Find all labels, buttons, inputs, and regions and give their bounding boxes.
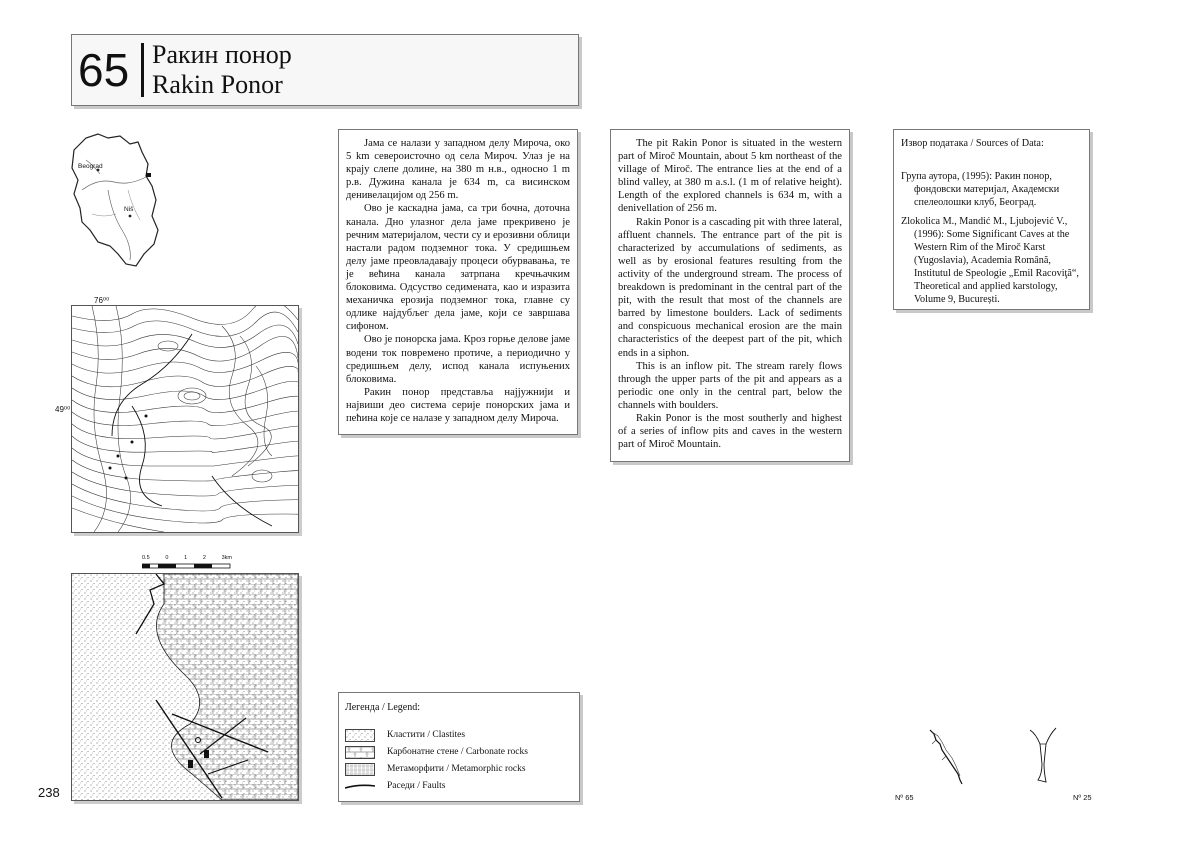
sources-box [893, 129, 1090, 310]
sources-heading: Извор података / Sources of Data: [901, 138, 1044, 149]
cave-number: 65 [78, 44, 130, 96]
source-reference: Група аутора, (1995): Ракин понор, фондовски материјал, Академски спелеолошки клуб, Београд. [901, 171, 1060, 208]
title-divider [141, 43, 144, 97]
scale-tick: 0.5 [142, 555, 150, 561]
paragraph: Ово је понорска јама. Кроз горње делове јаме водени ток повремено протиче, а периодично у средишњем делу, испод канала испуњених блоковима. [346, 334, 570, 385]
text-serbian [338, 129, 578, 435]
paragraph: The pit Rakin Ponor is situated in the western part of Miroč Mountain, about 5 km northeast of the village of Miroč. The entrance lies at the end of a blind valley, at 380 m a.s.l. (1 m of relative height). Length of the explored channels is 634 m, with a denivellation of 256 m. [618, 138, 842, 215]
scale-tick: 0 [165, 555, 169, 561]
scale-bar [142, 555, 232, 573]
legend-item-clastites [345, 728, 465, 742]
metamorphic-swatch [345, 763, 375, 776]
title-serbian: Ракин понор [152, 40, 292, 69]
legend-label: Кластити / Clastites [387, 730, 466, 740]
carbonate-swatch [345, 746, 375, 759]
legend-item-metamorphic [345, 762, 526, 776]
topo-lon-label: 76⁰⁰ [94, 296, 110, 305]
legend-label: Раседи / Faults [387, 781, 446, 791]
legend-label: Карбонатне стене / Carbonate rocks [387, 747, 528, 757]
source-reference: Zlokolica M., Mandić M., Ljubojević V., (1996): Some Significant Caves at the Western Rim of the Miroč Karst (Yugoslavia), Academia Română, Institutul de Speologie „Emil Racoviţă“, Theoretical and applied karstology, Volume 9, București. [901, 216, 1079, 305]
scale-tick: 1 [184, 555, 188, 561]
topo-lat-label: 49⁰⁰ [55, 405, 71, 414]
cave-plan-65 [924, 726, 972, 786]
paragraph: Rakin Ponor is a cascading pit with three lateral, affluent channels. The entrance part of the pit is characterized by accumulations of sediments, as well as by erosional features resulting from the activity of the underground stream. The process of breakdown is predominant in the central part of the pit, with the result that most of the channels are barred by limestone boulders. Lack of sediments and conspicuous mechanical erosion are the main characteristics of the deepest part of the pit, which ends in a siphon. [618, 216, 842, 359]
clastites-swatch [345, 729, 375, 742]
scale-tick: 2 [202, 555, 206, 561]
cave-plan-25 [1026, 724, 1060, 786]
geologic-map [71, 573, 299, 801]
plan-caption-65: Nº 65 [895, 793, 914, 802]
page-number: 238 [38, 785, 60, 800]
paragraph: Ракин понор представља најјужнији и највиши део система серије понорских јама и пећина које се налазе у западном делу Мироча. [346, 386, 570, 424]
legend-item-carbonate [345, 745, 528, 759]
label-nis: Niš [124, 206, 134, 213]
legend-box [338, 692, 580, 802]
legend-label: Метаморфити / Metamorphic rocks [387, 764, 526, 774]
legend-item-faults [345, 779, 445, 793]
paragraph: Rakin Ponor is the most southerly and highest of a series of inflow pits and caves in the western part of Miroč Mountain. [618, 412, 842, 451]
paragraph: Ово је каскадна јама, са три бочна, доточна канала. Дно улазног дела јаме прекривено је речним материјалом, чести су и ерозивни облици настали радом подземног тока. У средишњем делу јаме преовладавају процеси обурвавања, те је већина канала затрпана кречњачким блоковима. Одсуство седимената, као и изразита механичка ерозија подземног тока, главне су одлике најдубљег дела јаме, који се завршава сифоном. [346, 203, 570, 333]
label-belgrade: Beograd [78, 163, 103, 170]
locator-map [68, 130, 168, 270]
scale-tick: 3km [221, 555, 232, 561]
text-english [610, 129, 850, 462]
fault-swatch [345, 781, 375, 792]
topographic-map [71, 305, 299, 533]
title-box [71, 34, 579, 106]
paragraph: Јама се налази у западном делу Мироча, око 5 km североисточно од села Мироч. Улаз је на крају слепе долине, на 380 m н.в., односно 1 m р.в. Дужина канала је 634 m, са висинском денивелацијом од 256 m. [346, 138, 570, 202]
title-english: Rakin Ponor [152, 70, 283, 99]
plan-caption-25: Nº 25 [1073, 793, 1092, 802]
paragraph: This is an inflow pit. The stream rarely flows through the upper parts of the pit and appears as a periodic one only in the central part, below the channels with boulders. [618, 360, 842, 411]
legend-heading: Легенда / Legend: [345, 702, 420, 713]
